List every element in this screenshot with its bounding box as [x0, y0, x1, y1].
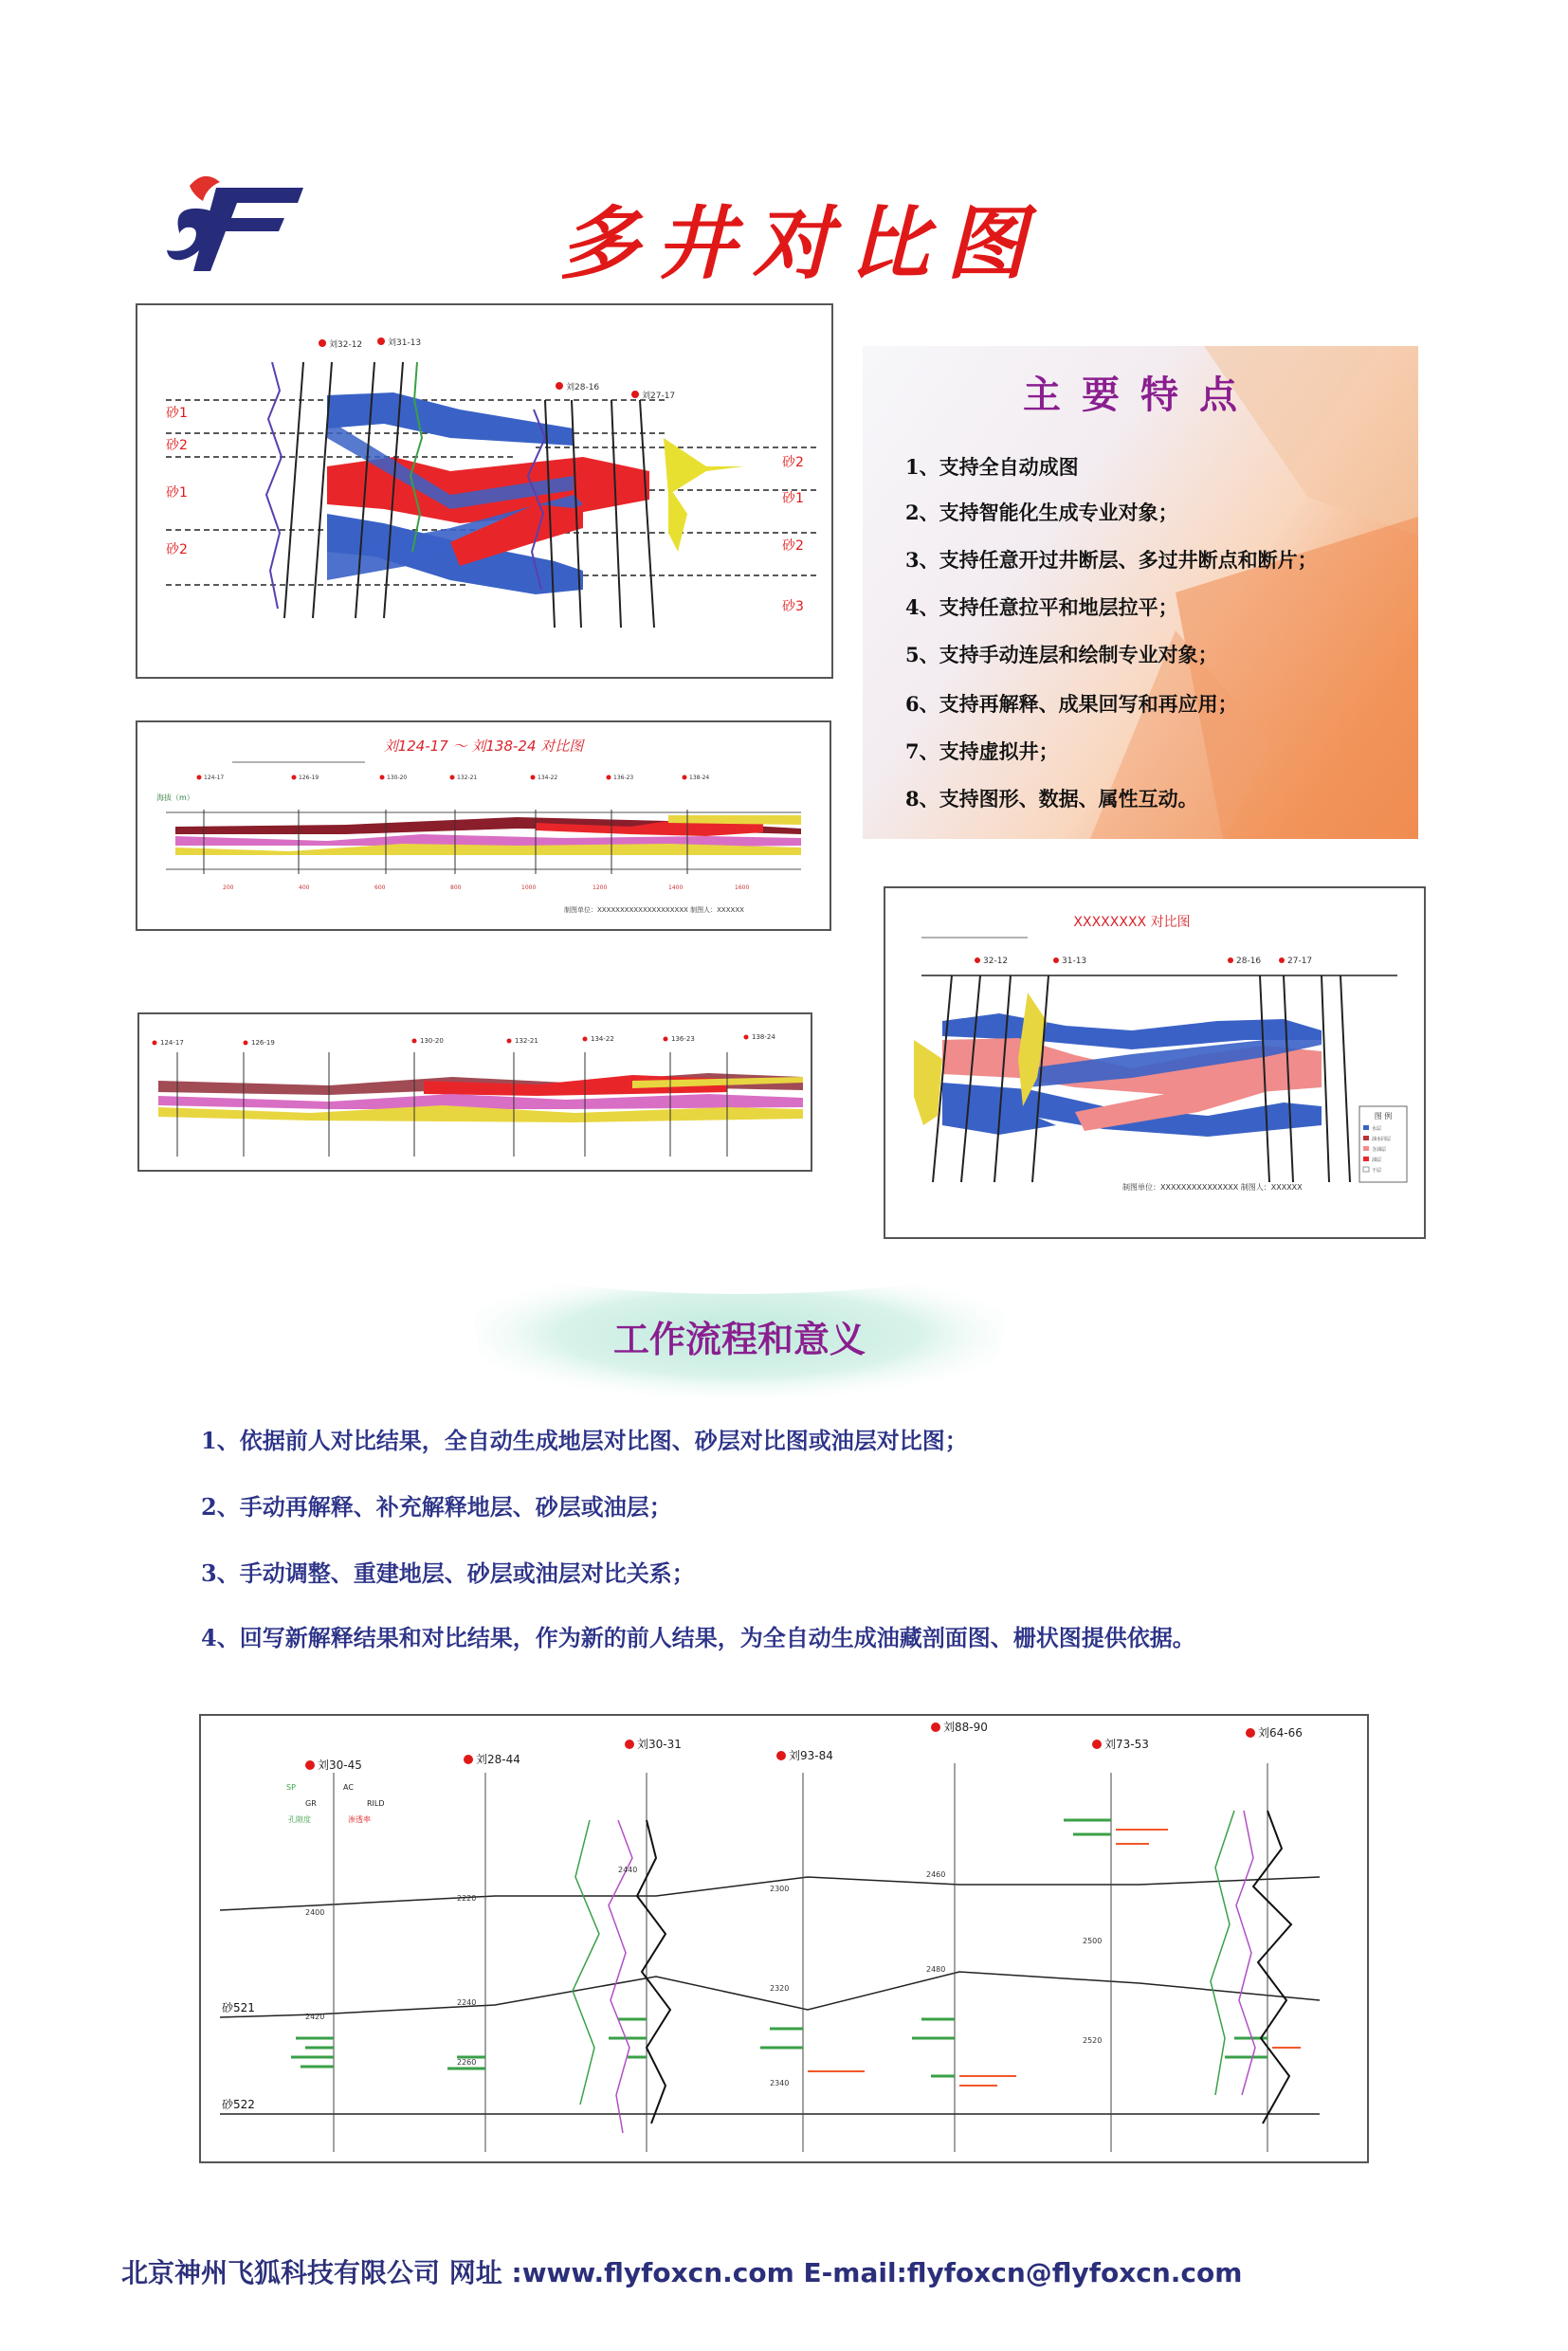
panel4-diagram [885, 888, 1424, 1237]
well-label: 124-17 [204, 775, 225, 781]
panel2-title: 刘124-17 ～ 刘138-24 对比图 [383, 738, 584, 755]
legend-item: 干层 [1372, 1168, 1382, 1174]
well-label: 28-16 [1236, 957, 1262, 966]
well-label: 刘32-12 [329, 340, 363, 350]
depth-tick: 2480 [926, 1965, 946, 1974]
well-label: 126-19 [251, 1039, 275, 1047]
well-label: 132-21 [515, 1037, 538, 1045]
curve-label: RILD [367, 1799, 385, 1808]
well-label: 刘64-66 [1258, 1726, 1303, 1740]
sand-label: 砂2 [782, 538, 804, 554]
well-label: 刘27-17 [642, 392, 676, 401]
footer-contact: 北京神州飞狐科技有限公司 网址 :www.flyfoxcn.com E-mail:flyfoxcn@flyfoxcn.com [121, 2257, 1243, 2288]
depth-tick: 2240 [457, 1998, 477, 2007]
legend-item: 油水同层 [1372, 1137, 1392, 1142]
well-label: 130-20 [387, 775, 408, 781]
well-marker-icon [556, 382, 563, 390]
legend-item: 油层 [1372, 1157, 1382, 1163]
depth-tick: 2420 [305, 2013, 325, 2021]
sand-label: 砂2 [166, 542, 188, 557]
panel2-diagram [137, 722, 830, 929]
sand-label: 砂2 [166, 438, 188, 453]
depth-tick: 2320 [770, 1984, 790, 1993]
well-label: 126-19 [299, 775, 319, 781]
well-label: 136-23 [671, 1035, 695, 1043]
correlation-panel-2 [136, 720, 831, 931]
feature-item: 5、支持手动连层和绘制专业对象； [905, 643, 1218, 666]
well-marker-icon [377, 337, 385, 345]
workflow-banner [455, 1261, 1024, 1412]
workflow-item: 3、手动调整、重建地层、砂层或油层对比关系； [201, 1559, 695, 1587]
panel3-diagram [139, 1014, 811, 1170]
feature-item: 6、支持再解释、成果回写和再应用； [905, 692, 1238, 716]
sand-label: 砂521 [222, 2001, 255, 2014]
well-marker-icon [631, 391, 639, 398]
sand-label: 砂1 [166, 485, 188, 501]
well-label: 31-13 [1062, 957, 1087, 966]
curve-label: AC [343, 1783, 354, 1792]
well-label: 刘30-31 [637, 1738, 682, 1751]
feature-item: 7、支持虚拟井； [905, 739, 1059, 763]
axis-tick: 600 [374, 884, 386, 891]
depth-tick: 2500 [1083, 1937, 1103, 1945]
workflow-item: 2、手动再解释、补充解释地层、砂层或油层； [201, 1493, 672, 1521]
well-label: 32-12 [983, 957, 1009, 966]
depth-tick: 2520 [1083, 2036, 1103, 2045]
axis-tick: 800 [450, 884, 462, 891]
features-title: 主要特点 [1023, 373, 1258, 417]
depth-tick: 2260 [457, 2058, 477, 2067]
correlation-panel-1 [136, 303, 833, 679]
well-label: 132-21 [457, 775, 478, 781]
feature-item: 4、支持任意拉平和地层拉平； [905, 595, 1178, 619]
yaxis-title: 海拔（m） [156, 793, 194, 802]
well-label: 刘88-90 [943, 1721, 988, 1734]
axis-tick: 1400 [668, 884, 684, 891]
curve-label: 渗透率 [348, 1815, 371, 1824]
workflow-title: 工作流程和意义 [612, 1318, 866, 1360]
sand-label: 砂2 [782, 455, 804, 470]
well-label: 27-17 [1287, 957, 1313, 966]
well-label: 138-24 [752, 1033, 775, 1041]
feature-item: 3、支持任意开过井断层、多过井断点和断片； [905, 548, 1318, 572]
curve-label: GR [305, 1799, 317, 1808]
curve-label: SP [286, 1783, 296, 1792]
well-label: 130-20 [420, 1037, 444, 1045]
axis-tick: 200 [223, 884, 234, 891]
depth-tick: 2220 [457, 1894, 477, 1903]
well-label: 刘31-13 [388, 338, 422, 348]
well-label: 刘73-53 [1104, 1738, 1149, 1751]
well-marker-icon [319, 339, 326, 347]
depth-tick: 2440 [618, 1866, 638, 1874]
axis-tick: 400 [299, 884, 310, 891]
correlation-panel-3 [137, 1012, 812, 1172]
panel4-title: XXXXXXXX 对比图 [1073, 915, 1191, 930]
well-label: 134-22 [538, 775, 558, 781]
feature-item: 1、支持全自动成图 [905, 455, 1079, 479]
workflow-item: 4、回写新解释结果和对比结果，作为新的前人结果，为全自动生成油藏剖面图、栅状图提供依据。 [201, 1624, 1195, 1651]
feature-item: 8、支持图形、数据、属性互动。 [905, 787, 1198, 811]
sand-label: 砂522 [222, 2098, 255, 2111]
well-label: 刘30-45 [318, 1759, 362, 1772]
axis-tick: 1000 [521, 884, 537, 891]
bottom-correlation-chart [199, 1714, 1369, 2163]
features-box [863, 346, 1418, 839]
depth-tick: 2400 [305, 1908, 325, 1917]
depth-tick: 2340 [770, 2079, 790, 2087]
sand-label: 砂3 [782, 599, 804, 614]
feature-item: 2、支持智能化生成专业对象； [905, 501, 1178, 524]
page-title: 多井对比图 [559, 196, 1044, 290]
well-label: 124-17 [160, 1039, 184, 1047]
axis-tick: 1200 [593, 884, 608, 891]
sand-label: 砂1 [782, 491, 804, 506]
legend-item: 水层 [1372, 1126, 1382, 1132]
axis-tick: 1600 [735, 884, 750, 891]
sand-label: 砂1 [166, 406, 188, 421]
well-label: 刘28-16 [566, 383, 600, 392]
well-label: 138-24 [689, 775, 710, 781]
well-label: 刘93-84 [789, 1749, 833, 1762]
well-label: 134-22 [591, 1035, 614, 1043]
legend-item: 含油层 [1372, 1147, 1387, 1153]
bottom-chart-diagram [201, 1716, 1367, 2161]
panel2-credits: 制图单位：XXXXXXXXXXXXXXXXXXXX 制图人：XXXXXX [564, 906, 744, 914]
well-label: 136-23 [613, 775, 634, 781]
curve-label: 孔隙度 [288, 1815, 311, 1824]
legend-title: 图 例 [1374, 1112, 1393, 1121]
depth-tick: 2300 [770, 1885, 790, 1893]
correlation-panel-4 [884, 886, 1426, 1239]
panel1-diagram [137, 305, 831, 677]
panel4-credits: 制图单位：XXXXXXXXXXXXXXX 制图人：XXXXXX [1122, 1183, 1303, 1192]
depth-tick: 2460 [926, 1870, 946, 1879]
company-logo [161, 169, 313, 282]
workflow-item: 1、依据前人对比结果，全自动生成地层对比图、砂层对比图或油层对比图； [201, 1427, 968, 1454]
well-label: 刘28-44 [476, 1753, 520, 1766]
